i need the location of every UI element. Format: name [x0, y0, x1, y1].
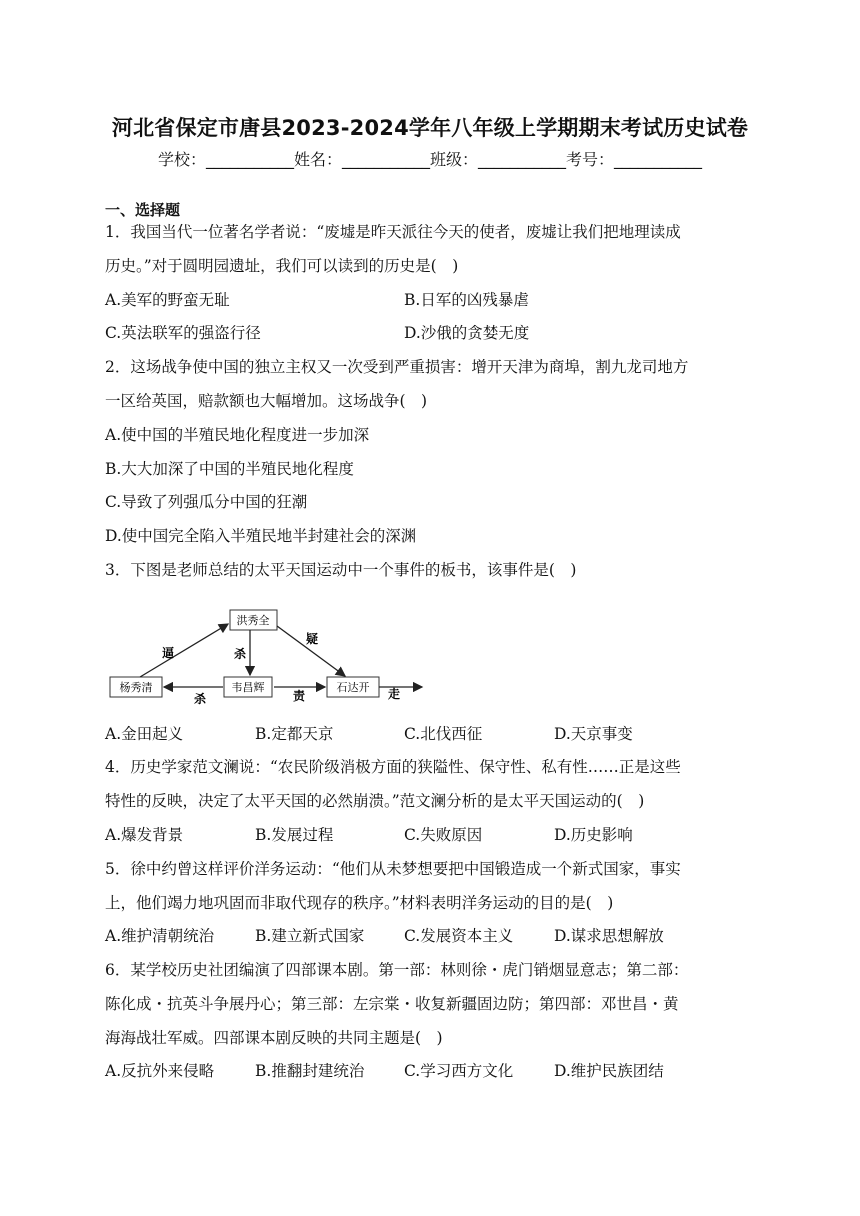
- q4-option-a: A.爆发背景: [105, 826, 184, 844]
- label-wei: 韦昌辉: [231, 681, 265, 694]
- q6-stem-line2: 陈化成・抗英斗争展丹心；第三部：左宗棠・收复新疆固边防；第四部：邓世昌・黄: [105, 995, 679, 1013]
- taiping-diagram: [100, 600, 440, 705]
- q2-option-b: B.大大加深了中国的半殖民地化程度: [105, 460, 354, 478]
- q5-stem-line1: 5．徐中约曾这样评价洋务运动：“他们从未梦想要把中国锻造成一个新式国家，事实: [105, 860, 681, 878]
- q5-option-c: C.发展资本主义: [404, 927, 514, 945]
- student-info-line: 学校：___________姓名：___________班级：___________考号：___________: [157, 150, 702, 169]
- label-shi: 石达开: [336, 681, 370, 694]
- q3-option-d: D.天京事变: [554, 725, 633, 743]
- q1-stem-line2: 历史。”对于圆明园遗址，我们可以读到的历史是( ): [105, 257, 459, 275]
- q6-stem-line1: 6．某学校历史社团编演了四部课本剧。第一部：林则徐・虎门销烟显意志；第二部：: [105, 961, 689, 979]
- q6-stem-line3: 海海战壮军威。四部课本剧反映的共同主题是( ): [105, 1029, 443, 1047]
- q6-option-a: A.反抗外来侵略: [105, 1062, 215, 1080]
- q1-option-d: D.沙俄的贪婪无度: [404, 324, 530, 342]
- q5-option-b: B.建立新式国家: [255, 927, 365, 945]
- label-bi: 逼: [161, 646, 175, 660]
- q5-stem-line2: 上，他们竭力地巩固而非取代现存的秩序。”材料表明洋务运动的目的是( ): [105, 894, 614, 912]
- label-zou: 走: [387, 687, 401, 701]
- q3-stem-line1: 3．下图是老师总结的太平天国运动中一个事件的板书，该事件是( ): [105, 561, 577, 579]
- q1-option-b: B.日军的凶残暴虐: [404, 291, 529, 309]
- label-yi: 疑: [305, 632, 319, 646]
- q4-option-c: C.失败原因: [404, 826, 483, 844]
- label-sha-2: 杀: [193, 692, 207, 705]
- q6-option-b: B.推翻封建统治: [255, 1062, 365, 1080]
- q3-option-c: C.北伐西征: [404, 725, 483, 743]
- q4-stem-line1: 4．历史学家范文澜说：“农民阶级消极方面的狭隘性、保守性、私有性……正是这些: [105, 758, 681, 776]
- q1-stem-line1: 1．我国当代一位著名学者说：“废墟是昨天派往今天的使者，废墟让我们把地理读成: [105, 223, 681, 241]
- q2-stem-line2: 一区给英国，赔款额也大幅增加。这场战争( ): [105, 392, 428, 410]
- q4-option-b: B.发展过程: [255, 826, 334, 844]
- label-hong: 洪秀全: [236, 614, 270, 627]
- q2-option-d: D.使中国完全陷入半殖民地半封建社会的深渊: [105, 527, 417, 545]
- q1-option-c: C.英法联军的强盗行径: [105, 324, 261, 342]
- q6-option-d: D.维护民族团结: [554, 1062, 664, 1080]
- q3-option-a: A.金田起义: [105, 725, 184, 743]
- exam-title: 河北省保定市唐县2023-2024学年八年级上学期期末考试历史试卷: [111, 116, 749, 140]
- q1-option-a: A.美军的野蛮无耻: [105, 291, 230, 309]
- q2-option-c: C.导致了列强瓜分中国的狂潮: [105, 493, 308, 511]
- label-yang: 杨秀清: [119, 681, 153, 694]
- q4-stem-line2: 特性的反映，决定了太平天国的必然崩溃。”范文澜分析的是太平天国运动的( ): [105, 792, 645, 810]
- arrow-yang-to-hong: [140, 624, 228, 677]
- q5-option-a: A.维护清朝统治: [105, 927, 215, 945]
- q2-option-a: A.使中国的半殖民地化程度进一步加深: [105, 426, 370, 444]
- q2-stem-line1: 2．这场战争使中国的独立主权又一次受到严重损害：增开天津为商埠，割九龙司地方: [105, 358, 689, 376]
- q5-option-d: D.谋求思想解放: [554, 927, 664, 945]
- label-sha-1: 杀: [233, 647, 247, 661]
- q6-option-c: C.学习西方文化: [404, 1062, 514, 1080]
- q4-option-d: D.历史影响: [554, 826, 633, 844]
- label-ze: 责: [292, 689, 306, 703]
- section-heading: 一、选择题: [105, 201, 181, 219]
- q3-option-b: B.定都天京: [255, 725, 334, 743]
